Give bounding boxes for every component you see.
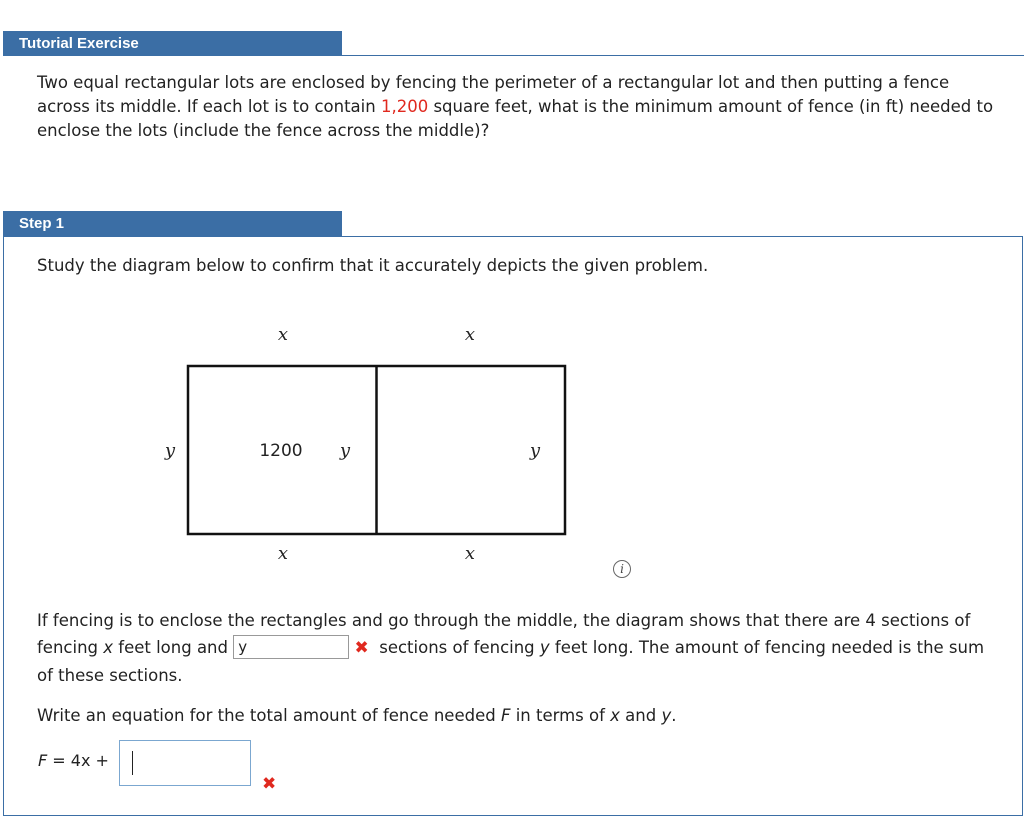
text-caret	[132, 751, 133, 775]
fence-diagram	[140, 310, 600, 570]
problem-text: Two equal rectangular lots are enclosed by fencing the perimeter of a rectangular lot and then putting a fence across its middle. If each lot is to contain 1,200 square feet, what is the minimum amount of fence (in ft) needed to enclose the lots (include the fence across the middle)?	[37, 73, 994, 140]
equation-incorrect-icon: ✖	[262, 774, 277, 794]
equation-instruction: Write an equation for the total amount of fence needed F in terms of x and y.	[37, 706, 677, 725]
sections-answer-input[interactable]: y	[233, 635, 349, 659]
left-y-label: y	[164, 440, 176, 461]
tutorial-exercise-header: Tutorial Exercise	[3, 31, 342, 56]
info-icon[interactable]: i	[613, 560, 631, 578]
right-y-label: y	[529, 440, 541, 461]
step-instruction: Study the diagram below to confirm that it accurately depicts the given problem.	[37, 256, 709, 275]
equation-label: F = 4x +	[38, 751, 109, 770]
sections-incorrect-icon: ✖	[354, 638, 369, 658]
step-1-header: Step 1	[3, 211, 342, 236]
header-rule	[342, 55, 1024, 56]
bottom-right-x-label: x	[464, 543, 476, 564]
bottom-left-x-label: x	[277, 543, 289, 564]
area-label: 1200	[259, 441, 303, 461]
area-value: 1,200	[380, 97, 429, 116]
top-right-x-label: x	[464, 324, 476, 345]
equation-answer-input[interactable]	[119, 740, 251, 786]
middle-y-label: y	[339, 440, 351, 461]
fencing-explanation: If fencing is to enclose the rectangles and go through the middle, the diagram shows that there are 4 sections of fencing x feet long and y ✖ sections of fencing y feet long. The amount of fencing needed is the sum of these sections.	[37, 611, 985, 685]
top-left-x-label: x	[277, 324, 289, 345]
